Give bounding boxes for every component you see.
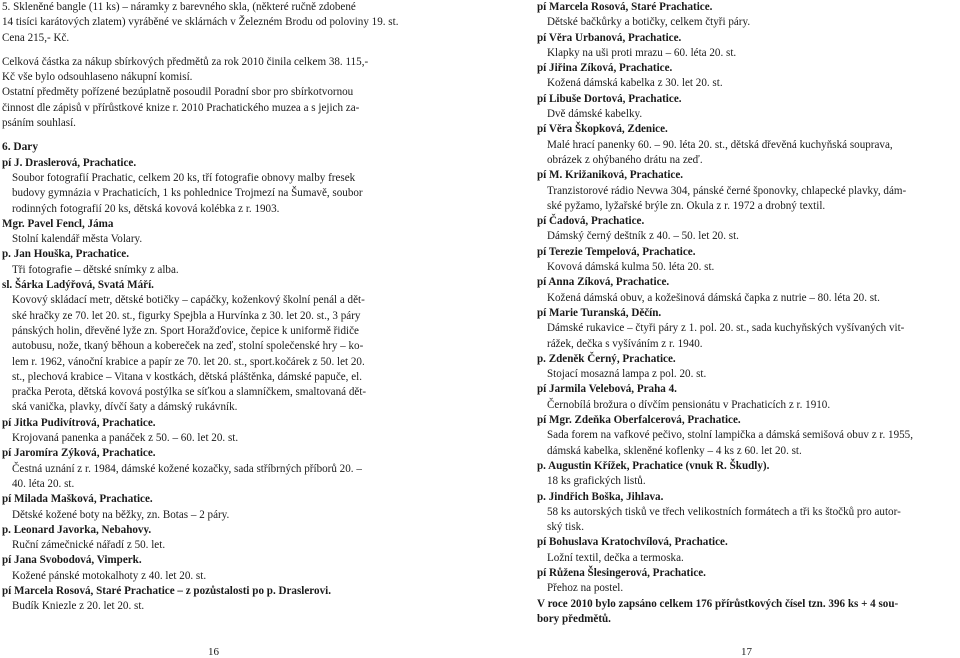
donated-items: st., plechová krabice – Vitana v kostkách, dětská pláštěnka, dámské papuče, el.: [12, 370, 363, 383]
donation-entry: [2, 278, 422, 416]
donation-entry: [537, 122, 957, 168]
summary-paragraph: [537, 597, 957, 628]
donations-list: [2, 156, 422, 615]
donated-items: Ložní textil, dečka a termoska.: [547, 551, 684, 564]
text-line: 5. Skleněné bangle (11 ks) – náramky z barevného skla, (některé ručně zdobené: [2, 1, 356, 13]
donor-name: pí Věra Urbanová, Prachatice.: [537, 31, 682, 44]
donated-items: Dámské rukavice – čtyři páry z 1. pol. 20. st., sada kuchyňských vyšívaných vit-: [547, 322, 905, 335]
donation-entry: [537, 306, 957, 352]
donated-items: ský tisk.: [547, 521, 584, 534]
donor-name: pí Marcela Rosová, Staré Prachatice.: [537, 1, 713, 13]
donated-items: Sada forem na vafkové pečivo, stolní lampička a dámská semišová obuv z r. 1955,: [547, 429, 913, 442]
donated-items: Přehoz na postel.: [547, 582, 624, 595]
donor-name: p. Jan Houška, Prachatice.: [2, 248, 129, 261]
donated-items: Soubor fotografií Prachatic, celkem 20 ks, tří fotografie obnovy malby fresek: [12, 171, 356, 184]
intro-paragraph: [2, 0, 422, 46]
donation-entry: [537, 61, 957, 92]
donor-name: pí Čadová, Prachatice.: [537, 215, 645, 228]
text-line: Celková částka za nákup sbírkových předmětů za rok 2010 činila celkem 38. 115,-: [2, 55, 369, 68]
donation-entry: [2, 416, 422, 447]
donor-name: pí Mgr. Zdeňka Oberfalcerová, Prachatice.: [537, 414, 741, 427]
donated-items: Dětské kožené boty na běžky, zn. Botas – 2 páry.: [12, 508, 230, 521]
donor-name: pí Milada Mašková, Prachatice.: [2, 493, 153, 506]
donation-entry: [537, 535, 957, 566]
donor-name: pí Jiřina Zíková, Prachatice.: [537, 62, 673, 75]
donation-entry: [2, 156, 422, 217]
donated-items: Tři fotografie – dětské snímky z alba.: [12, 263, 179, 276]
page-number-right: 17: [741, 646, 752, 658]
donated-items: Dětské bačkůrky a botičky, celkem čtyři páry.: [547, 16, 751, 29]
donated-items: ské hračky ze 70. let 20. st., figurky Spejbla a Hurvínka z 30. let 20. st., 3 páry: [12, 309, 361, 322]
donation-entry: [2, 584, 422, 615]
donated-items: obrázek z ohýbaného drátu na zeď.: [547, 153, 703, 166]
donor-name: pí Jitka Pudivítrová, Prachatice.: [2, 416, 156, 429]
donor-name: pí Jarmila Velebová, Praha 4.: [537, 383, 677, 396]
donation-entry: [537, 382, 957, 413]
donated-items: Kovová dámská kulma 50. léta 20. st.: [547, 261, 715, 274]
donor-name: pí Marie Turanská, Děčín.: [537, 306, 662, 319]
donation-entry: [537, 214, 957, 245]
donation-entry: [2, 446, 422, 492]
donated-items: Čestná uznání z r. 1984, dámské kožené kozačky, sada stříbrných příborů 20. –: [12, 462, 362, 475]
donated-items: Krojovaná panenka a panáček z 50. – 60. let 20. st.: [12, 432, 239, 445]
text-line: Ostatní předměty pořízené bezúplatně posoudil Poradní sbor pro sbírkotvornou: [2, 86, 354, 99]
donor-name: p. Leonard Javorka, Nebahovy.: [2, 523, 152, 536]
donated-items: Kožená dámská kabelka z 30. let 20. st.: [547, 77, 723, 90]
text-line: činnost dle zápisů v přírůstkové knize r. 2010 Prachatického muzea a s jejich za-: [2, 101, 360, 114]
donor-name: pí Terezie Tempelová, Prachatice.: [537, 245, 696, 258]
donated-items: Stojací mosazná lampa z pol. 20. st.: [547, 368, 707, 381]
donated-items: 58 ks autorských tisků ve třech velikostních formátech a tři ks štočků pro autor-: [547, 505, 901, 518]
donation-entry: [537, 0, 957, 31]
donated-items: ské pyžamo, lyžařské brýle zn. Okula z r. 1972 a drobný textil.: [547, 199, 826, 212]
free-acquisitions-paragraph: [2, 85, 422, 131]
donation-entry: [537, 413, 957, 459]
donor-name: p. Augustin Křížek, Prachatice (vnuk R. Škudly).: [537, 459, 770, 472]
donation-entry: [537, 566, 957, 597]
donated-items: Tranzistorové rádio Nevwa 304, pánské černé šponovky, chlapecké plavky, dám-: [547, 184, 907, 197]
donor-name: sl. Šárka Ladýřová, Svatá Máří.: [2, 279, 154, 292]
donated-items: Budík Kniezle z 20. let 20. st.: [12, 600, 145, 613]
donor-name: p. Zdeněk Černý, Prachatice.: [537, 352, 676, 365]
donor-name: pí Bohuslava Kratochvílová, Prachatice.: [537, 536, 728, 549]
donor-name: pí Růžena Šlesingerová, Prachatice.: [537, 566, 706, 579]
text-line: Kč vše bylo odsouhlaseno nákupní komisí.: [2, 71, 193, 84]
donated-items: dámská kabelka, skleněné koflenky – 4 ks z 60. let 20. st.: [547, 444, 802, 457]
donated-items: autobusu, nože, tkaný běhoun a kobereček na zeď, stolní společenské hry – ko-: [12, 340, 364, 353]
donation-entry: [537, 490, 957, 536]
text-line: V roce 2010 bylo zapsáno celkem 176 přírůstkových čísel tzn. 396 ks + 4 sou-: [537, 597, 899, 610]
donation-entry: [537, 245, 957, 276]
donated-items: Dámský černý deštník z 40. – 50. let 20. st.: [547, 230, 739, 243]
donated-items: 40. léta 20. st.: [12, 477, 75, 490]
donated-items: ská vanička, plavky, dívčí šaty a dámský rukávník.: [12, 401, 238, 414]
donor-name: pí Marcela Rosová, Staré Prachatice – z pozůstalosti po p. Draslerovi.: [2, 584, 331, 597]
text-line: bory předmětů.: [537, 612, 611, 625]
donation-entry: [537, 31, 957, 62]
donor-name: Mgr. Pavel Fencl, Jáma: [2, 217, 114, 230]
donated-items: Kožená dámská obuv, a kožešinová dámská čapka z nutrie – 80. léta 20. st.: [547, 291, 880, 304]
donor-name: pí Jaromíra Zýková, Prachatice.: [2, 447, 156, 460]
donated-items: pračka Perota, dětská kovová postýlka se síťkou a slamníčkem, smaltovaná dět-: [12, 386, 367, 399]
donation-entry: [537, 168, 957, 214]
donor-name: pí Anna Zíková, Prachatice.: [537, 276, 670, 289]
left-page-column: [2, 0, 422, 615]
purchase-total-paragraph: [2, 55, 422, 86]
donated-items: Ruční zámečnické nářadí z 50. let.: [12, 539, 166, 552]
donation-entry: [537, 352, 957, 383]
donor-name: pí Věra Škopková, Zdenice.: [537, 123, 668, 136]
donation-entry: [2, 492, 422, 523]
donated-items: Stolní kalendář města Volary.: [12, 233, 143, 246]
text-line: psáním souhlasí.: [2, 117, 76, 130]
donated-items: Kožené pánské motokalhoty z 40. let 20. st.: [12, 569, 207, 582]
donations-list: [537, 0, 957, 597]
donation-entry: [2, 553, 422, 584]
donated-items: pánských holin, dřevěné lyže zn. Sport Horažďovice, čepice k uniformě řidiče: [12, 324, 359, 337]
donor-name: pí M. Križaniková, Prachatice.: [537, 169, 684, 182]
donation-entry: [2, 217, 422, 248]
donation-entry: [2, 523, 422, 554]
donor-name: pí Libuše Dortová, Prachatice.: [537, 92, 682, 105]
right-page-column: [537, 0, 957, 627]
donation-entry: [537, 459, 957, 490]
donor-name: pí Jana Svobodová, Vimperk.: [2, 554, 142, 567]
donor-name: p. Jindřich Boška, Jihlava.: [537, 490, 664, 503]
donated-items: budovy gymnázia v Prachaticích, 1 ks pohlednice Trojmezí na Šumavě, soubor: [12, 187, 363, 200]
donated-items: Kovový skládací metr, dětské botičky – capáčky, koženkový školní penál a dět-: [12, 294, 365, 307]
section-heading-dary: 6. Dary: [2, 141, 39, 154]
text-line: 14 tisíci karátových zlatem) vyráběné ve sklárnách v Železném Brodu od poloviny 19. st.: [2, 16, 399, 29]
donated-items: lem r. 1962, vánoční krabice a papír ze 70. let 20. st., sport.kočárek z 50. let 20.: [12, 355, 365, 368]
donated-items: Černobílá brožura o dívčím pensionátu v Prachaticích z r. 1910.: [547, 398, 831, 411]
text-line: Cena 215,- Kč.: [2, 31, 70, 44]
donated-items: rážek, dečka s vyšíváním z r. 1940.: [547, 337, 703, 350]
donation-entry: [537, 275, 957, 306]
donated-items: 18 ks grafických listů.: [547, 475, 646, 488]
donation-entry: [537, 92, 957, 123]
donated-items: Dvě dámské kabelky.: [547, 108, 643, 121]
page-number-left: 16: [208, 646, 219, 658]
donation-entry: [2, 247, 422, 278]
donated-items: rodinných fotografií 20 ks, dětská kovová kolébka z r. 1903.: [12, 202, 280, 215]
donor-name: pí J. Draslerová, Prachatice.: [2, 156, 137, 169]
donated-items: Klapky na uši proti mrazu – 60. léta 20. st.: [547, 46, 737, 59]
donated-items: Malé hrací panenky 60. – 90. léta 20. st., dětská dřevěná kuchyňská souprava,: [547, 138, 893, 151]
